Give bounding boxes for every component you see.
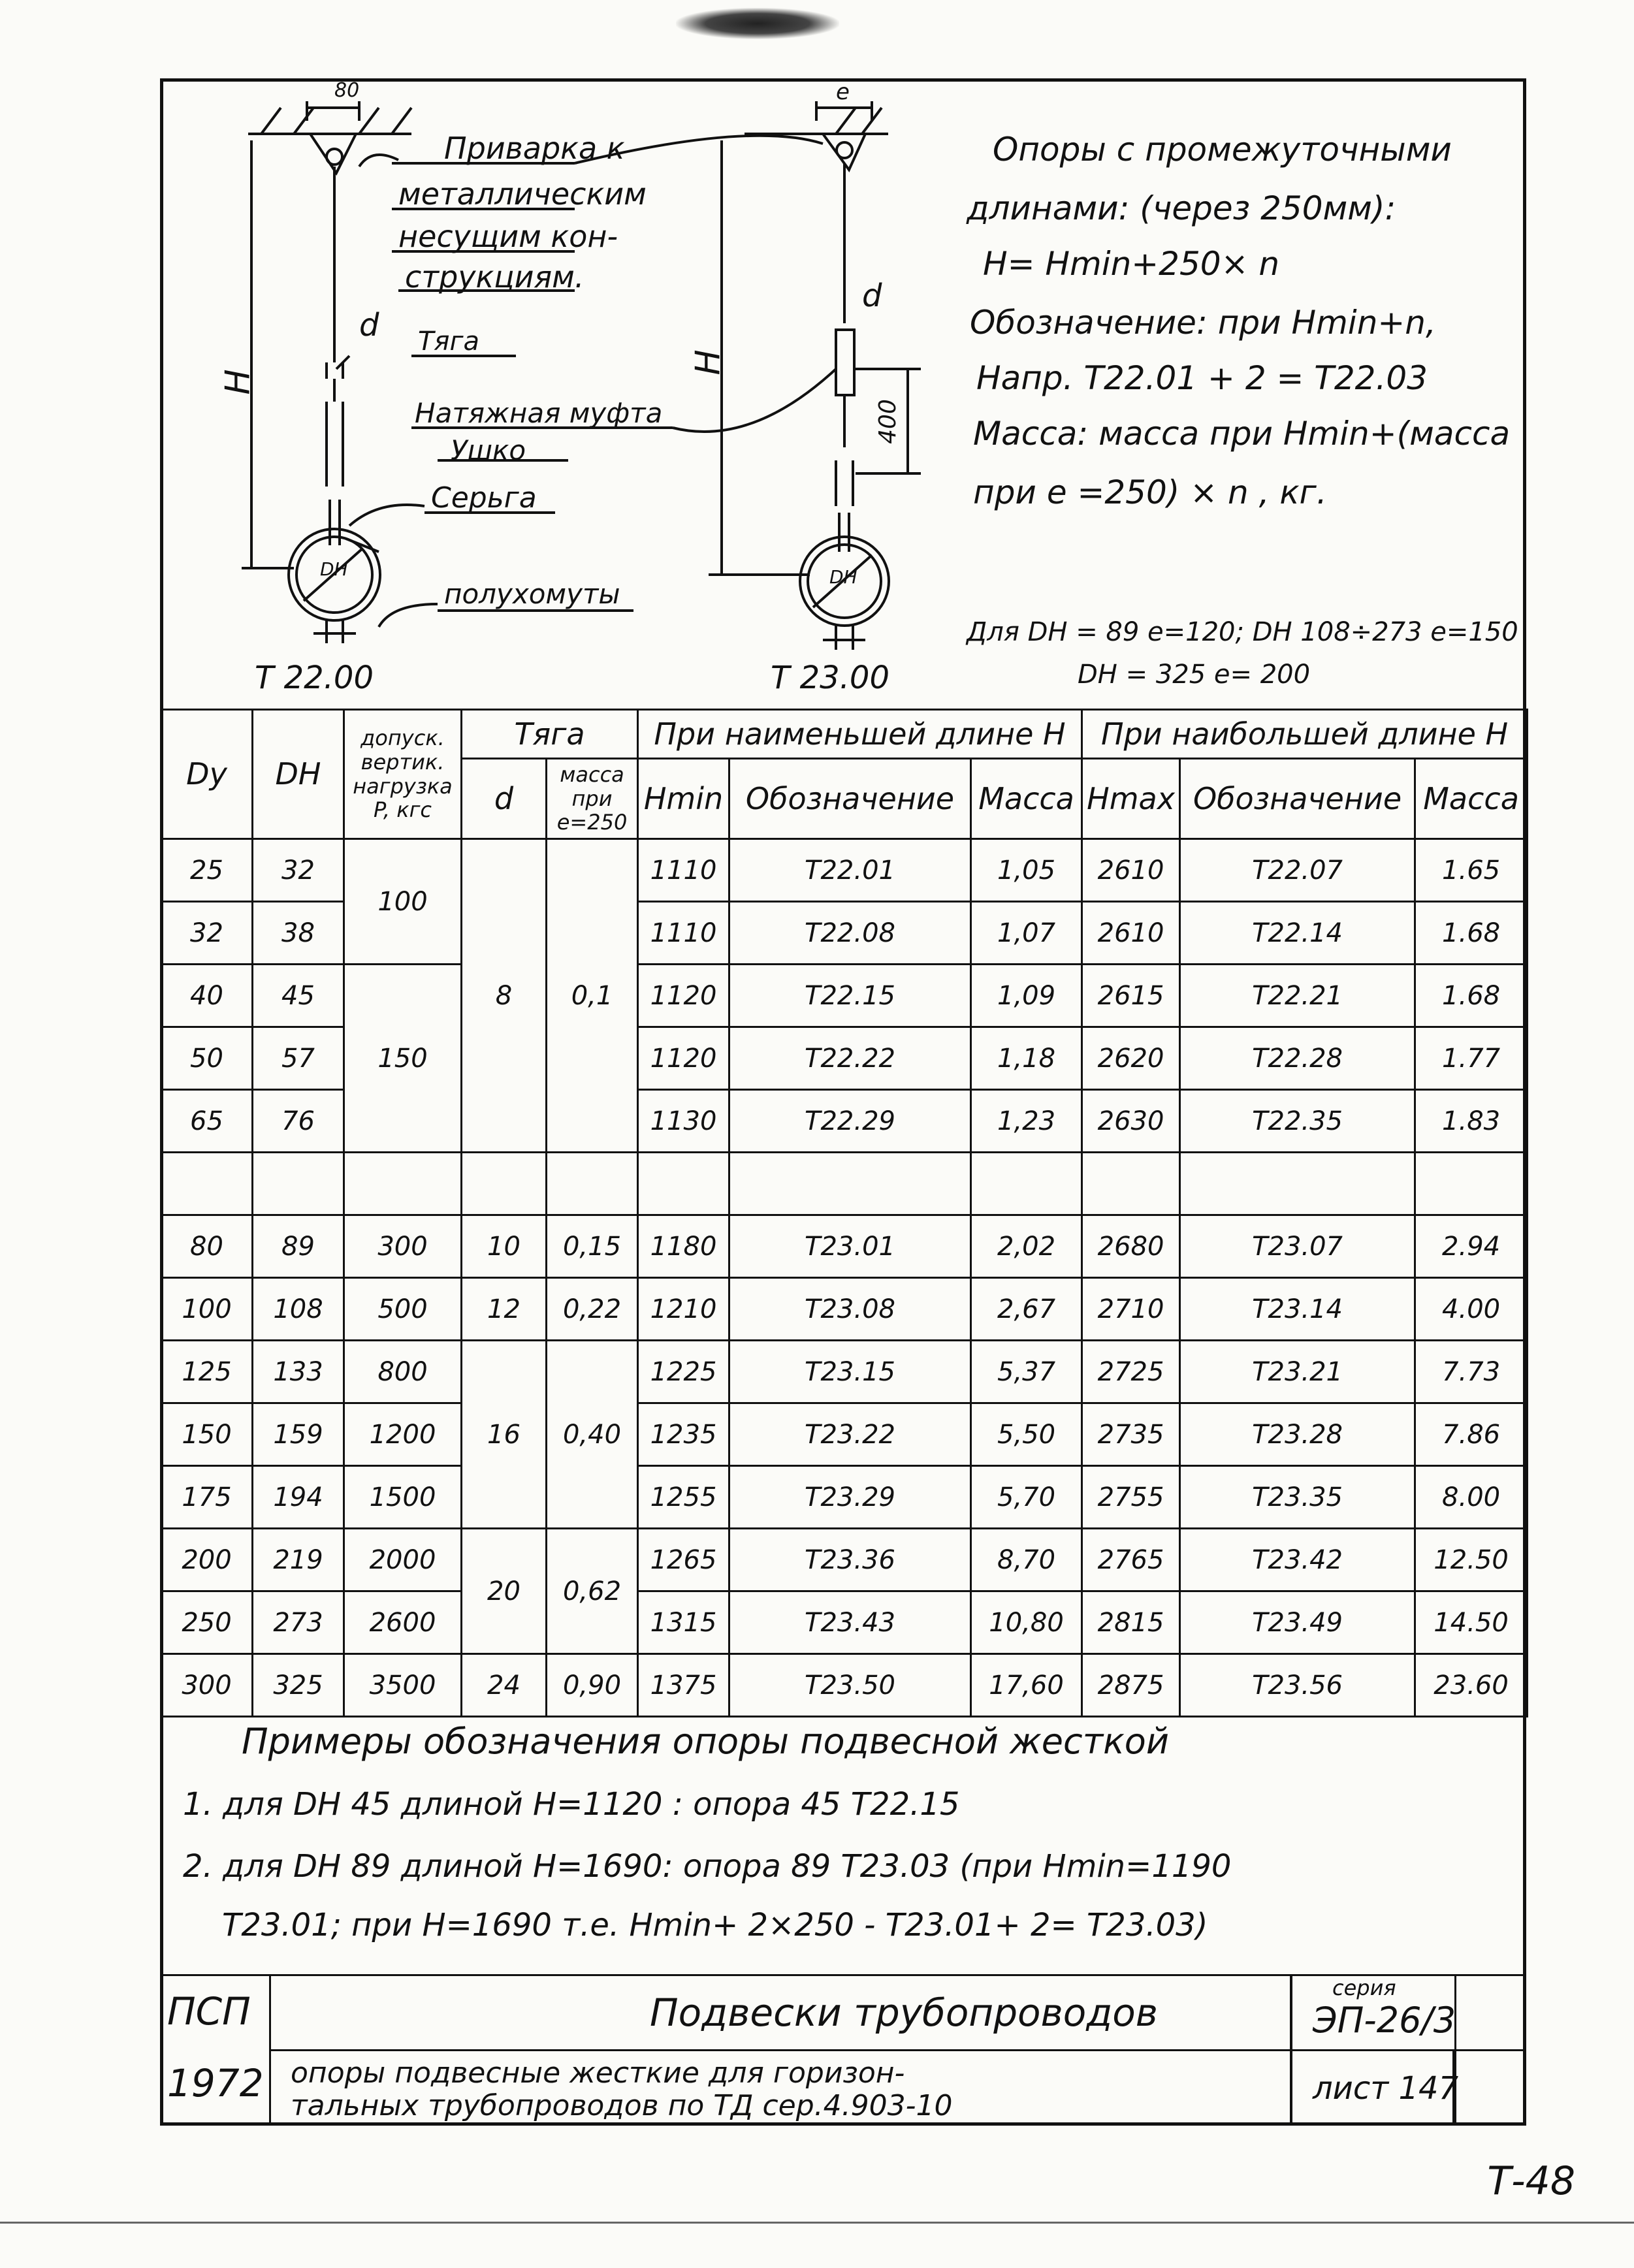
table-row [161,1215,1528,1278]
cell-dy: 100 [161,1278,253,1341]
cell-mass-max: 1.68 [1415,965,1528,1027]
col-max-group: При наибольшей длине H [1082,710,1528,759]
col-designation-min: Обозначение [729,759,971,839]
cell-hmax: 2765 [1082,1529,1180,1591]
dim-height-right: H [688,349,728,375]
cell-mass-min: 8,70 [971,1529,1082,1591]
col-load-a: допуск. [360,725,445,750]
cell-mass-min: 5,50 [971,1403,1082,1466]
table-row [161,1466,1528,1529]
cell-designation-min: Т23.15 [729,1341,971,1403]
tb-title: Подвески трубопроводов [650,1990,1158,2035]
pipe-dia-left: DH [320,558,348,580]
cell-mass-max: 12.50 [1415,1529,1528,1591]
cell-designation-min: Т23.01 [729,1215,971,1278]
label-earring: Серьга [431,481,537,515]
cell-hmax: 2630 [1082,1090,1180,1153]
cell-dy: 200 [161,1529,253,1591]
cell-designation-max: Т22.07 [1180,839,1415,902]
cell-designation-min: Т23.50 [729,1654,971,1717]
cell-hmin: 1235 [638,1403,729,1466]
tb-series-cell [1454,1974,1526,2051]
col-mass-max: Масса [1415,759,1528,839]
tb-subtitle-1: опоры подвесные жесткие для горизон- [291,2056,905,2090]
cell-hmax: 2755 [1082,1466,1180,1529]
cell-load: 2600 [344,1591,462,1654]
col-dh: DH [253,710,344,839]
tb-subtitle-2: тальных трубопроводов по ТД сер.4.903-10 [291,2089,953,2122]
cell-hmax: 2615 [1082,965,1180,1027]
cell-rod-d: 20 [462,1529,547,1654]
cell-mass-min: 5,37 [971,1341,1082,1403]
cell-designation-max: Т23.35 [1180,1466,1415,1529]
pipe-dia-right: DH [829,566,857,588]
col-load-c: нагрузка [353,773,453,799]
col-load-d: P, кгс [374,797,432,823]
cell-designation-min: Т22.29 [729,1090,971,1153]
cell-mass-min: 1,05 [971,839,1082,902]
cell-designation-min: Т22.22 [729,1027,971,1090]
cell-rod-mass: 0,40 [547,1341,638,1529]
cell-designation-min: Т23.22 [729,1403,971,1466]
cell-mass-min: 1,23 [971,1090,1082,1153]
cell-mass-min: 1,07 [971,902,1082,965]
col-load-b: вертик. [360,749,445,775]
table-row [161,839,1528,902]
cell-hmin: 1315 [638,1591,729,1654]
col-mass-min: Масса [971,759,1082,839]
cell-dy: 250 [161,1591,253,1654]
cell-mass-min: 1,09 [971,965,1082,1027]
cell-dh: 57 [253,1027,344,1090]
cell-empty [462,1153,547,1215]
tb-title-cell [269,1974,1454,2051]
hanger-sketch [163,82,947,709]
note-line-4: Обозначение: при Hmin+n, [970,304,1436,342]
cell-hmin: 1265 [638,1529,729,1591]
cell-dh: 76 [253,1090,344,1153]
cell-designation-max: Т23.14 [1180,1278,1415,1341]
cell-dh: 219 [253,1529,344,1591]
col-rod-mass-c: e=250 [556,810,628,835]
cell-hmin: 1180 [638,1215,729,1278]
col-rod-mass-a: масса [560,761,624,787]
cell-designation-max: Т23.07 [1180,1215,1415,1278]
cell-mass-min: 2,02 [971,1215,1082,1278]
cell-designation-max: Т23.21 [1180,1341,1415,1403]
caption-t22: Т 22.00 [255,660,374,696]
cell-rod-mass: 0,62 [547,1529,638,1654]
label-rod: Тяга [418,327,480,357]
cell-hmin: 1255 [638,1466,729,1529]
cell-designation-max: Т23.56 [1180,1654,1415,1717]
cell-empty [1415,1153,1528,1215]
table-row [161,1591,1528,1654]
cell-designation-max: Т22.14 [1180,902,1415,965]
col-load [344,710,462,839]
col-hmin: Hmin [638,759,729,839]
cell-load: 3500 [344,1654,462,1717]
cell-empty [344,1153,462,1215]
tb-subtitle-cell [269,2049,1454,2126]
cell-load: 100 [344,839,462,965]
cell-hmin: 1210 [638,1278,729,1341]
cell-mass-min: 17,60 [971,1654,1082,1717]
note-line-3: H= Hmin+250× n [983,245,1280,283]
cell-empty [638,1153,729,1215]
cell-mass-min: 2,67 [971,1278,1082,1341]
cell-dh: 133 [253,1341,344,1403]
cell-hmin: 1225 [638,1341,729,1403]
cell-empty [971,1153,1082,1215]
cell-hmax: 2620 [1082,1027,1180,1090]
corner-note: Т-48 [1487,2158,1575,2204]
example-2-cont: Т23.01; при H=1690 т.е. Hmin+ 2×250 - Т23.01+ 2= Т23.03) [222,1907,1208,1943]
note-line-6: Масса: масса при Hmin+(масса [973,415,1511,453]
cell-dh: 273 [253,1591,344,1654]
tb-series: ЭП-26/3 [1313,2000,1456,2041]
note-line-9: DH = 325 e= 200 [1078,660,1311,690]
label-weld-4: струкциям. [405,259,585,295]
table-spacer-row [161,1153,1528,1215]
cell-hmax: 2725 [1082,1341,1180,1403]
table-row [161,1529,1528,1591]
tb-series-label: серия [1332,1975,1396,2000]
cell-mass-max: 2.94 [1415,1215,1528,1278]
label-weld-2: металлическим [398,176,647,212]
table-row [161,1341,1528,1403]
cell-mass-max: 14.50 [1415,1591,1528,1654]
cell-dh: 38 [253,902,344,965]
label-weld: Приварка к [444,131,625,166]
cell-empty [729,1153,971,1215]
col-dy: Dy [161,710,253,839]
col-min-group: При наименьшей длине H [638,710,1082,759]
spec-table [160,709,1528,1717]
cell-hmax: 2735 [1082,1403,1180,1466]
cell-designation-min: Т22.08 [729,902,971,965]
label-clamps: полухомуты [444,578,620,610]
cell-mass-min: 5,70 [971,1466,1082,1529]
cell-rod-d: 8 [462,839,547,1153]
cell-load: 500 [344,1278,462,1341]
col-designation-max: Обозначение [1180,759,1415,839]
cell-dy: 150 [161,1403,253,1466]
cell-designation-max: Т23.28 [1180,1403,1415,1466]
label-coupling: Натяжная муфта [415,397,663,429]
dim-rod-right: d [862,278,882,314]
label-eye: Ушко [451,434,526,466]
dim-width-left: 80 [334,79,360,102]
cell-load: 2000 [344,1529,462,1591]
cell-hmin: 1130 [638,1090,729,1153]
note-line-5: Напр. Т22.01 + 2 = Т22.03 [976,359,1428,397]
cell-designation-max: Т23.42 [1180,1529,1415,1591]
cell-empty [161,1153,253,1215]
cell-designation-max: Т22.28 [1180,1027,1415,1090]
cell-hmax: 2610 [1082,839,1180,902]
tb-year: 1972 [167,2061,264,2105]
cell-dy: 80 [161,1215,253,1278]
cell-dy: 50 [161,1027,253,1090]
cell-dy: 25 [161,839,253,902]
cell-dy: 65 [161,1090,253,1153]
cell-dy: 40 [161,965,253,1027]
cell-hmax: 2710 [1082,1278,1180,1341]
cell-designation-min: Т23.08 [729,1278,971,1341]
cell-designation-min: Т22.15 [729,965,971,1027]
cell-hmax: 2680 [1082,1215,1180,1278]
cell-designation-min: Т22.01 [729,839,971,902]
cell-mass-max: 4.00 [1415,1278,1528,1341]
example-1: 1. для DH 45 длиной H=1120 : опора 45 Т22.15 [183,1786,960,1823]
cell-rod-mass: 0,90 [547,1654,638,1717]
cell-designation-min: Т23.29 [729,1466,971,1529]
col-hmax: Hmax [1082,759,1180,839]
caption-t23: Т 23.00 [771,660,889,696]
cell-mass-max: 7.86 [1415,1403,1528,1466]
cell-empty [1082,1153,1180,1215]
cell-mass-max: 1.68 [1415,902,1528,965]
cell-rod-d: 16 [462,1341,547,1529]
dim-width-right: e [836,79,850,105]
cell-empty [1180,1153,1415,1215]
note-line-8: Для DH = 89 e=120; DH 108÷273 e=150 [967,617,1518,647]
dim-height-left: H [218,369,258,395]
cell-dy: 175 [161,1466,253,1529]
cell-dy: 125 [161,1341,253,1403]
cell-mass-max: 1.83 [1415,1090,1528,1153]
col-rod-group: Тяга [462,710,638,759]
cell-dh: 108 [253,1278,344,1341]
cell-hmax: 2610 [1082,902,1180,965]
scan-smudge [676,8,839,39]
cell-dy: 300 [161,1654,253,1717]
cell-rod-mass: 0,15 [547,1215,638,1278]
cell-mass-min: 1,18 [971,1027,1082,1090]
cell-rod-d: 24 [462,1654,547,1717]
note-line-2: длинами: (через 250мм): [967,189,1396,227]
cell-hmin: 1110 [638,902,729,965]
cell-load: 800 [344,1341,462,1403]
note-line-7: при e =250) × n , кг. [973,473,1327,511]
cell-hmin: 1375 [638,1654,729,1717]
table-row [161,1403,1528,1466]
cell-designation-max: Т22.35 [1180,1090,1415,1153]
tb-sheet: лист 147 [1313,2070,1459,2107]
cell-hmin: 1120 [638,1027,729,1090]
cell-load: 300 [344,1215,462,1278]
cell-hmax: 2815 [1082,1591,1180,1654]
tb-right-divider [1290,1974,1292,2126]
cell-rod-mass: 0,22 [547,1278,638,1341]
dim-coupling-length: 400 [874,399,901,444]
cell-rod-mass: 0,1 [547,839,638,1153]
cell-hmax: 2875 [1082,1654,1180,1717]
cell-dh: 159 [253,1403,344,1466]
cell-dh: 32 [253,839,344,902]
cell-rod-d: 12 [462,1278,547,1341]
tb-sheet-cell [1454,2049,1526,2126]
cell-rod-d: 10 [462,1215,547,1278]
tb-org: ПСП [167,1989,251,2034]
cell-hmin: 1120 [638,965,729,1027]
cell-dh: 325 [253,1654,344,1717]
cell-hmin: 1110 [638,839,729,902]
cell-mass-min: 10,80 [971,1591,1082,1654]
cell-designation-max: Т22.21 [1180,965,1415,1027]
col-rod-mass-b: при [571,786,613,811]
cell-dh: 89 [253,1215,344,1278]
cell-designation-min: Т23.43 [729,1591,971,1654]
cell-dh: 194 [253,1466,344,1529]
col-rod-mass [547,759,638,839]
cell-empty [253,1153,344,1215]
cell-load: 1200 [344,1403,462,1466]
cell-mass-max: 1.77 [1415,1027,1528,1090]
cell-designation-max: Т23.49 [1180,1591,1415,1654]
table-row [161,1278,1528,1341]
bottom-rule [0,2222,1634,2224]
cell-mass-max: 1.65 [1415,839,1528,902]
table-row [161,965,1528,1027]
designation-examples [163,1675,1522,1975]
cell-designation-min: Т23.36 [729,1529,971,1591]
cell-dy: 32 [161,902,253,965]
cell-empty [547,1153,638,1215]
cell-load: 150 [344,965,462,1153]
examples-title: Примеры обозначения опоры подвесной жесткой [242,1721,1169,1762]
cell-mass-max: 7.73 [1415,1341,1528,1403]
cell-mass-max: 23.60 [1415,1654,1528,1717]
dim-rod-left: d [359,307,379,343]
cell-load: 1500 [344,1466,462,1529]
cell-mass-max: 8.00 [1415,1466,1528,1529]
hanger-drawing [163,79,1523,709]
col-rod-d: d [462,759,547,839]
cell-dh: 45 [253,965,344,1027]
tb-org-cell [160,1974,271,2126]
example-2: 2. для DH 89 длиной H=1690: опора 89 Т23.03 (при Hmin=1190 [183,1848,1232,1885]
note-line-1: Опоры с промежуточными [993,131,1452,168]
label-weld-3: несущим кон- [398,219,618,254]
